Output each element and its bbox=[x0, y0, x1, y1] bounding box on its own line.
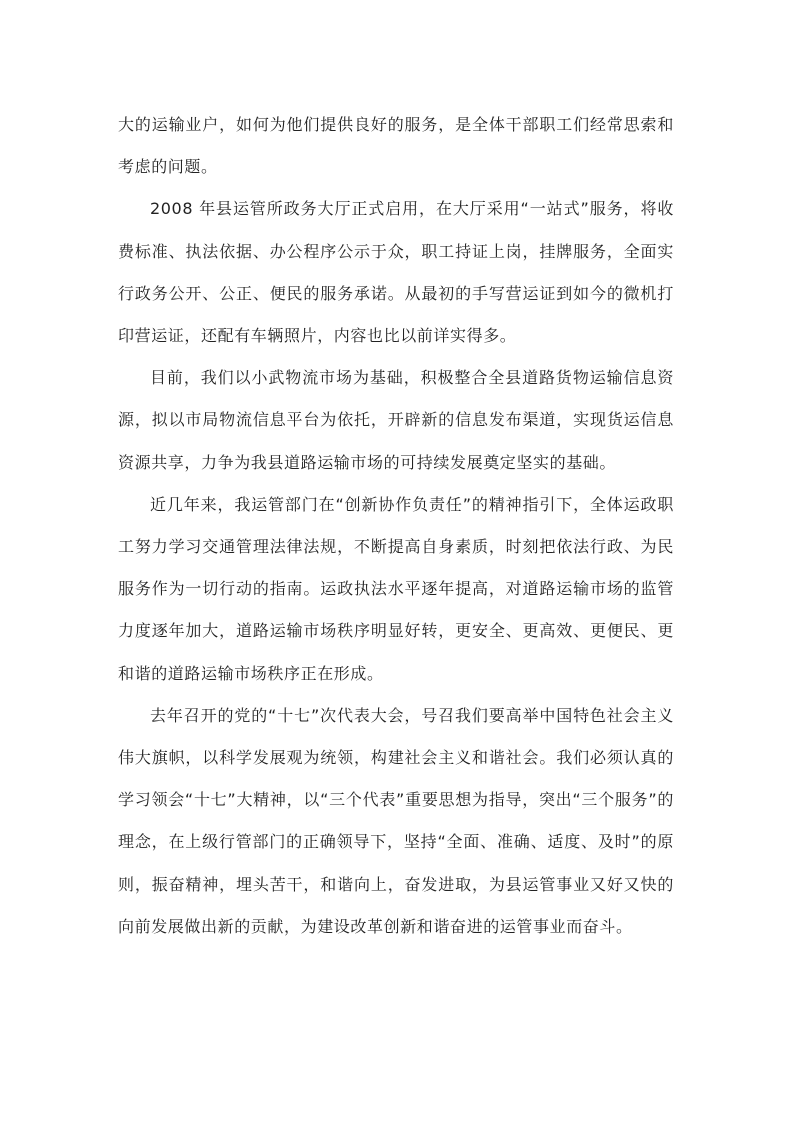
paragraph-continuation: 大的运输业户，如何为他们提供良好的服务，是全体干部职工们经常思索和考虑的问题。 bbox=[118, 115, 674, 177]
paragraph-party-congress: 去年召开的党的“十七”次代表大会，号召我们要高举中国特色社会主义伟大旗帜，以科学发展观为统领，构建社会主义和谐社会。我们必须认真的学习领会“十七”大精神，以“三个代表”重要思想为指导，突出“三个服务”的理念，在上级行管部门的正确领导下，坚持“全面、准确、适度、及时”的原则，振奋精神，埋头苦干，和谐向上，奋发进取，为县运管事业又好又快的向前发展做出新的贡献，为建设改革创新和谐奋进的运管事业而奋斗。 bbox=[118, 705, 674, 936]
paragraph-service-hall: 2008 年县运管所政务大厅正式启用，在大厅采用“一站式”服务，将收费标准、执法依据、办公程序公示于众，职工持证上岗，挂牌服务，全面实行政务公开、公正、便民的服务承诺。从最初的手写营运证到如今的微机打印营运证，还配有车辆照片，内容也比以前详实得多。 bbox=[118, 199, 674, 346]
paragraph-law-enforcement: 近几年来，我运管部门在“创新协作负责任”的精神指引下，全体运政职工努力学习交通管理法律法规，不断提高自身素质，时刻把依法行政、为民服务作为一切行动的指南。运政执法水平逐年提高，对道路运输市场的监管力度逐年加大，道路运输市场秩序明显好转，更安全、更高效、更便民、更和谐的道路运输市场秩序正在形成。 bbox=[118, 494, 674, 683]
document-body bbox=[118, 104, 674, 948]
paragraph-logistics-platform: 目前，我们以小武物流市场为基础，积极整合全县道路货物运输信息资源，拟以市局物流信息平台为依托，开辟新的信息发布渠道，实现货运信息资源共享，力争为我县道路运输市场的可持续发展奠定坚实的基础。 bbox=[118, 368, 674, 472]
